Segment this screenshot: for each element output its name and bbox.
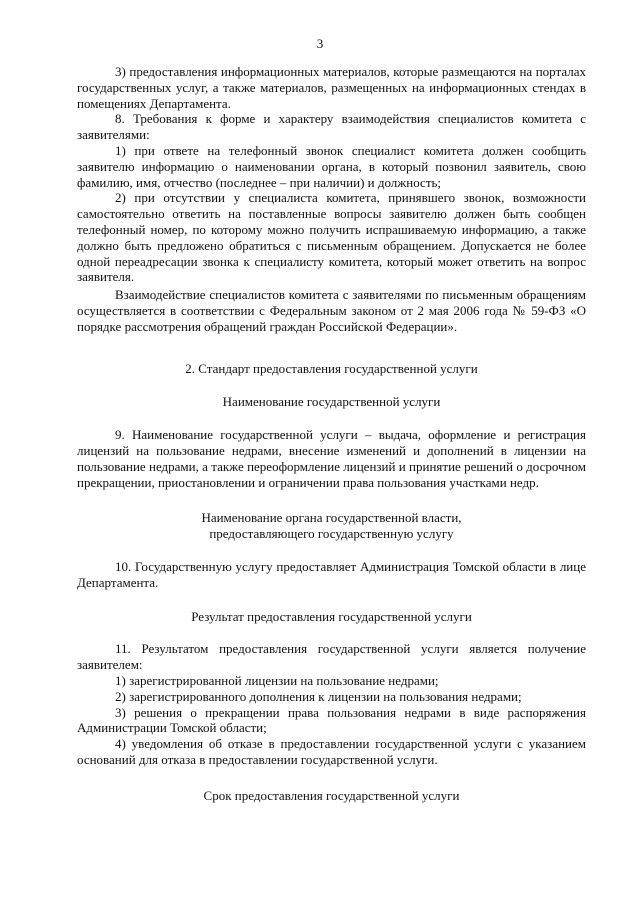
paragraph-item-11-result: 11. Результатом предоставления государственной услуги является получение заявителем:: [77, 641, 586, 673]
page-number: 3: [316, 36, 324, 51]
paragraph-item-3-materials: 3) предоставления информационных материалов, которые размещаются на порталах государственных услуг, а также материалов, размещенных на информационных стендах в помещениях Департамента.: [77, 64, 586, 111]
document-body: [77, 64, 586, 803]
paragraph-item-10-authority: 10. Государственную услугу предоставляет Администрация Томской области в лице Департамента.: [77, 558, 586, 590]
subheading-authority-line-1: Наименование органа государственной власти,: [201, 510, 462, 526]
paragraph-result-termination: 3) решения о прекращении права пользования недрами в виде распоряжения Администрации Томской области;: [77, 704, 586, 736]
section-heading-standard: 2. Стандарт предоставления государственной услуги: [185, 360, 478, 376]
subheading-authority-line-2: предоставляющего государственную услугу: [209, 526, 454, 542]
paragraph-written-requests: Взаимодействие специалистов комитета с заявителями по письменным обращениям осуществляется в соответствии с Федеральным законом от 2 мая 2006 года № 59-ФЗ «О порядке рассмотрения обращений граждан Российской Федерации».: [77, 287, 586, 334]
subheading-result: Результат предоставления государственной услуги: [191, 608, 472, 624]
paragraph-absence-rule: 2) при отсутствии у специалиста комитета, принявшего звонок, возможности самостоятельно ответить на поставленные вопросы заявителю должен быть сообщен телефонный номер, по которому можно получить испрашиваемую информацию, а также должно быть предложено обратиться с письменным обращением. Допускается не более одной переадресации звонка к специалисту комитета, который может ответить на вопрос заявителя.: [77, 190, 586, 285]
paragraph-item-9-service-name: 9. Наименование государственной услуги – выдача, оформление и регистрация лицензий на пользование недрами, внесение изменений и дополнений в лицензии на пользование недрами, а также переоформление лицензий и принятие решений о досрочном прекращении, приостановлении и ограничении права пользования участками недр.: [77, 427, 586, 490]
paragraph-result-addendum: 2) зарегистрированного дополнения к лицензии на пользования недрами;: [115, 688, 522, 704]
paragraph-result-license: 1) зарегистрированной лицензии на пользование недрами;: [115, 672, 439, 688]
paragraph-phone-call-rule: 1) при ответе на телефонный звонок специалист комитета должен сообщить заявителю информацию о наименовании органа, в который позвонил заявитель, свою фамилию, имя, отчество (последнее – при наличии) и должность;: [77, 142, 586, 190]
paragraph-result-refusal: 4) уведомления об отказе в предоставлении государственной услуги с указанием оснований для отказа в предоставлении государственной услуги.: [77, 736, 586, 767]
subheading-service-name: Наименование государственной услуги: [222, 394, 441, 410]
paragraph-item-8-requirements: 8. Требования к форме и характеру взаимодействия специалистов комитета с заявителями:: [77, 111, 586, 143]
subheading-term: Срок предоставления государственной услуги: [203, 787, 460, 803]
